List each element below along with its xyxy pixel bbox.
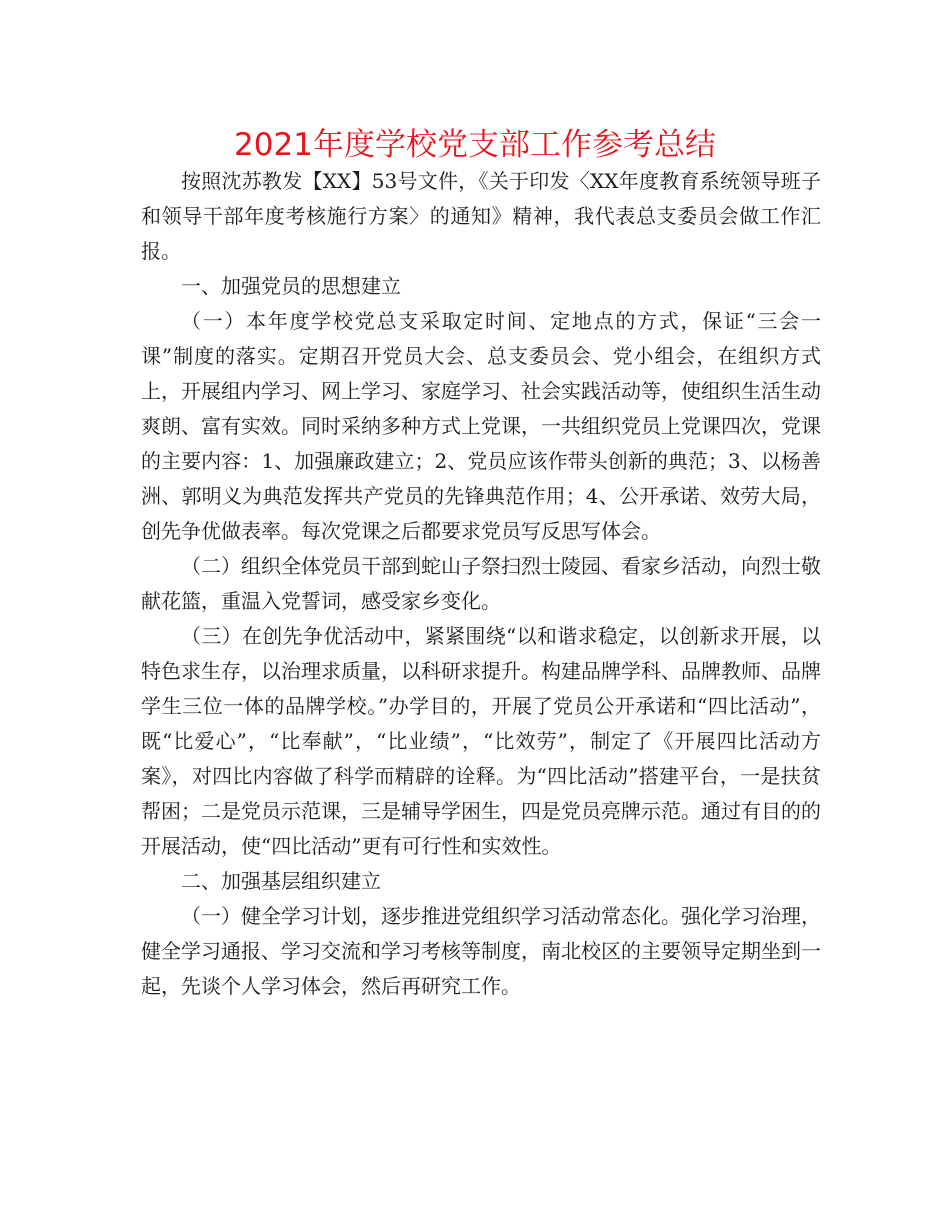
- document-title: 2021年度学校党支部工作参考总结: [234, 127, 716, 163]
- section-heading-1: 一、加强党员的思想建立: [181, 274, 401, 298]
- document-body: [141, 164, 821, 1004]
- paragraph-2-1: （一）健全学习计划，逐步推进党组织学习活动常态化。强化学习治理，健全学习通报、学习交流和学习考核等制度，南北校区的主要领导定期坐到一起，先谈个人学习体会，然后再研究工作。: [141, 904, 821, 998]
- paragraph-1-1: （一）本年度学校党总支采取定时间、定地点的方式，保证“三会一课”制度的落实。定期召开党员大会、总支委员会、党小组会，在组织方式上，开展组内学习、网上学习、家庭学习、社会实践活动等，使组织生活生动爽朗、富有实效。同时采纳多种方式上党课，一共组织党员上党课四次，党课的主要内容：1、加强廉政建立；2、党员应该作带头创新的典范；3、以杨善洲、郭明义为典范发挥共产党员的先锋典范作用；4、公开承诺、效劳大局，创先争优做表率。每次党课之后都要求党员写反思写体会。: [141, 309, 821, 543]
- paragraph-intro: 按照沈苏教发【XX】53号文件，《关于印发〈XX年度教育系统领导班子和领导干部年度考核施行方案〉的通知》精神，我代表总支委员会做工作汇报。: [141, 169, 821, 263]
- section-heading-2: 二、加强基层组织建立: [181, 869, 381, 893]
- paragraph-1-2: （二）组织全体党员干部到蛇山子祭扫烈士陵园、看家乡活动，向烈士敬献花篮，重温入党誓词，感受家乡变化。: [141, 554, 821, 613]
- paragraph-1-3: （三）在创先争优活动中，紧紧围绕“以和谐求稳定，以创新求开展，以特色求生存，以治理求质量，以科研求提升。构建品牌学科、品牌教师、品牌学生三位一体的品牌学校。”办学目的，开展了党员公开承诺和“四比活动”， 既“比爱心”，“比奉献”，“比业绩”，“比效劳”，制定了《开展四比活动方案》，对四比内容做了科学而精辟的诠释。为“四比活动”搭建平台，一是扶贫帮困；二是党员示范课，三是辅导学困生，四是党员亮牌示范。通过有目的的开展活动，使“四比活动”更有可行性和实效性。: [141, 624, 821, 858]
